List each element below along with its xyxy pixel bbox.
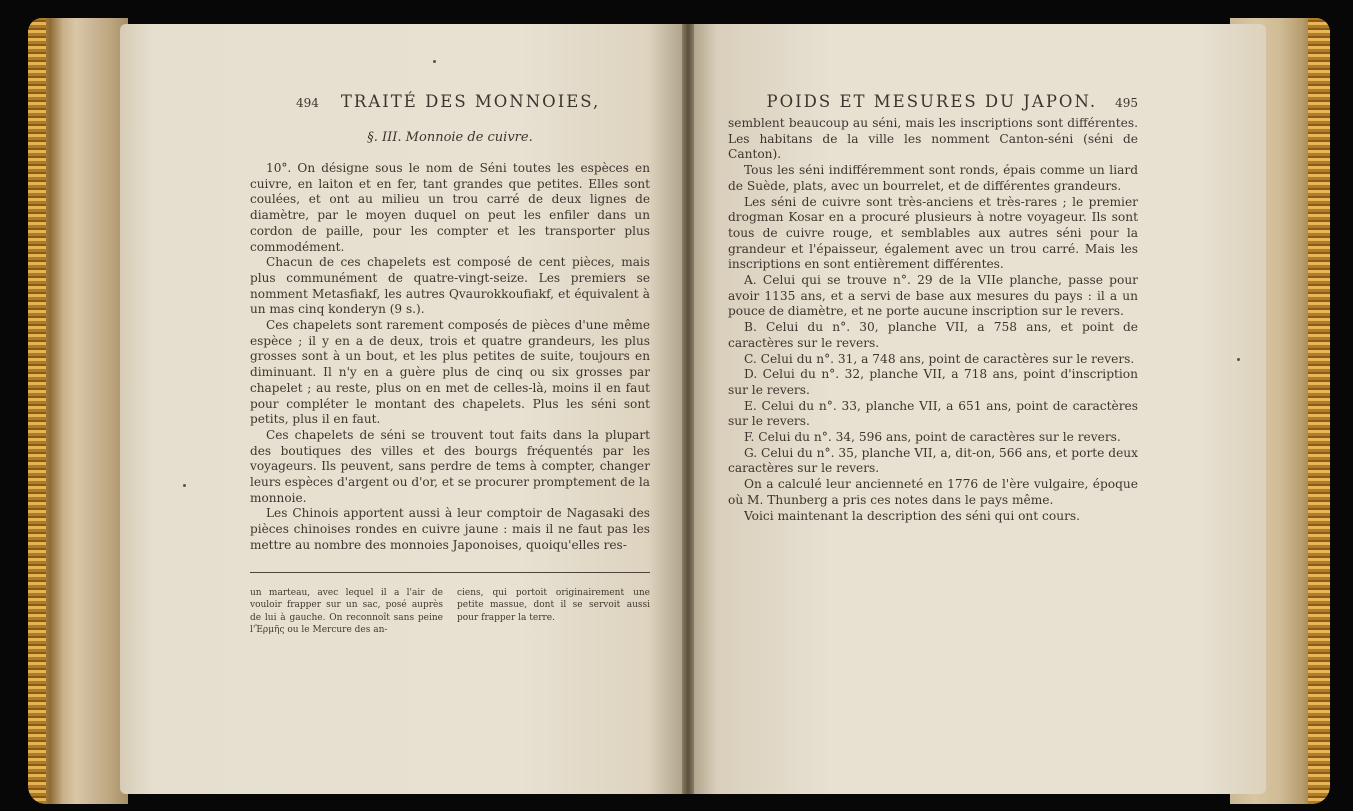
left-paragraph-2: Chacun de ces chapelets est composé de cent pièces, mais plus communément de quatre-vingt-seize. Les premiers se nomment Metasfiakf, les autres Qvaurokkoufiakf, et équivalent à un mas cinq konderyn (9 s.). [250,255,650,317]
left-gilt-edge [28,18,46,804]
footnote-rule [250,572,650,573]
right-paragraph-5: B. Celui du n°. 30, planche VII, a 758 ans, et point de caractères sur le revers. [728,320,1138,350]
left-running-head [250,92,650,116]
right-paragraph-9: F. Celui du n°. 34, 596 ans, point de caractères sur le revers. [744,430,1121,445]
left-paragraph-3: Ces chapelets sont rarement composés de pièces d'une même espèce ; il y en a de deux, trois et quatre grandeurs, les plus grosses sont à un bout, et les plus petites de suite, toujours en diminuant. Il n'y en a guère plus de cinq ou six grosses par chapelet ; au reste, plus on en met de celles-là, moins il en faut pour compléter le montant des chapelets. Plus les séni sont petits, plus il en faut. [250,318,650,427]
right-paragraph-2: Tous les séni indifféremment sont ronds, épais comme un liard de Suède, plats, avec un bourrelet, et de différentes grandeurs. [728,163,1138,193]
book-gutter [682,24,694,794]
right-paragraph-8: E. Celui du n°. 33, planche VII, a 651 ans, point de caractères sur le revers. [728,398,1138,429]
section-title: §. III. Monnoie de cuivre. [367,130,533,145]
footnote-column-1: un marteau, avec lequel il a l'air de vouloir frapper sur un sac, posé auprès de lui à gauche. On reconnoît sans peine l'Ἑρμῆς ou le Mercure des an- [250,587,443,636]
right-folio: 495 [1115,96,1138,110]
left-paragraph-4: Ces chapelets de séni se trouvent tout faits dans la plupart des boutiques des villes et des bourgs fréquentés par les voyageurs. Ils peuvent, sans perdre de tems à compter, changer leurs espèces d'argent ou d'or, et se procurer promptement de la monnoie. [250,427,650,505]
right-gilt-edge [1308,18,1330,804]
right-paragraph-6: C. Celui du n°. 31, a 748 ans, point de caractères sur le revers. [744,351,1135,366]
left-page-text [250,92,650,637]
right-paragraph-7: D. Celui du n°. 32, planche VII, a 718 ans, point d'inscription sur le revers. [728,367,1138,397]
right-paragraph-11: On a calculé leur ancienneté en 1776 de l'ère vulgaire, époque où M. Thunberg a pris ces notes dans le pays même. [728,477,1138,507]
left-paragraph-5: Les Chinois apportent aussi à leur comptoir de Nagasaki des pièces chinoises rondes en cuivre jaune : mais il ne faut pas les mettre au nombre des monnoies Japonoises, quoiqu'elles res- [250,506,650,552]
right-paragraph-1: semblent beaucoup au séni, mais les inscriptions sont différentes. Les habitans de la ville les nomment Canton-séni (séni de Canton). [728,116,1138,162]
ink-fleck [183,484,186,487]
right-paragraph-4: A. Celui qui se trouve n°. 29 de la VIIe planche, passe pour avoir 1135 ans, et a servi de base aux mesures du pays : il a un pouce de diamètre, et ne porte aucune inscription sur le revers. [728,273,1138,319]
ink-fleck [433,60,436,63]
left-folio: 494 [296,96,319,110]
right-paragraph-3: Les séni de cuivre sont très-anciens et très-rares ; le premier drogman Kosar en a procuré plusieurs à notre voyageur. Ils sont tous de cuivre rouge, et semblables aux autres séni pour la grandeur et l'épaisseur, également avec un trou carré. Mais les inscriptions en sont entièrement différentes. [728,194,1138,272]
ink-fleck [1237,358,1240,361]
right-page-text [728,92,1138,524]
right-paragraph-10: G. Celui du n°. 35, planche VII, a, dit-on, 566 ans, et porte deux caractères sur le revers. [728,445,1138,476]
left-paragraph-1: 10°. On désigne sous le nom de Séni toutes les espèces en cuivre, en laiton et en fer, tant grandes que petites. Elles sont coulées, et ont au milieu un trou carré de deux lignes de diamètre, par le moyen duquel on peut les enfiler dans un cordon de paille, pour les compter et les transporter plus commodément. [250,161,650,254]
footnote-column-2: ciens, qui portoit originairement une petite massue, dont il se servoit aussi pour frapper la terre. [457,587,650,623]
footnotes [250,587,650,637]
right-running-title: POIDS ET MESURES DU JAPON. [766,92,1098,111]
right-paragraph-12: Voici maintenant la description des séni qui ont cours. [744,508,1081,523]
right-running-head [728,92,1138,116]
left-running-title: TRAITÉ DES MONNOIES, [340,92,601,111]
